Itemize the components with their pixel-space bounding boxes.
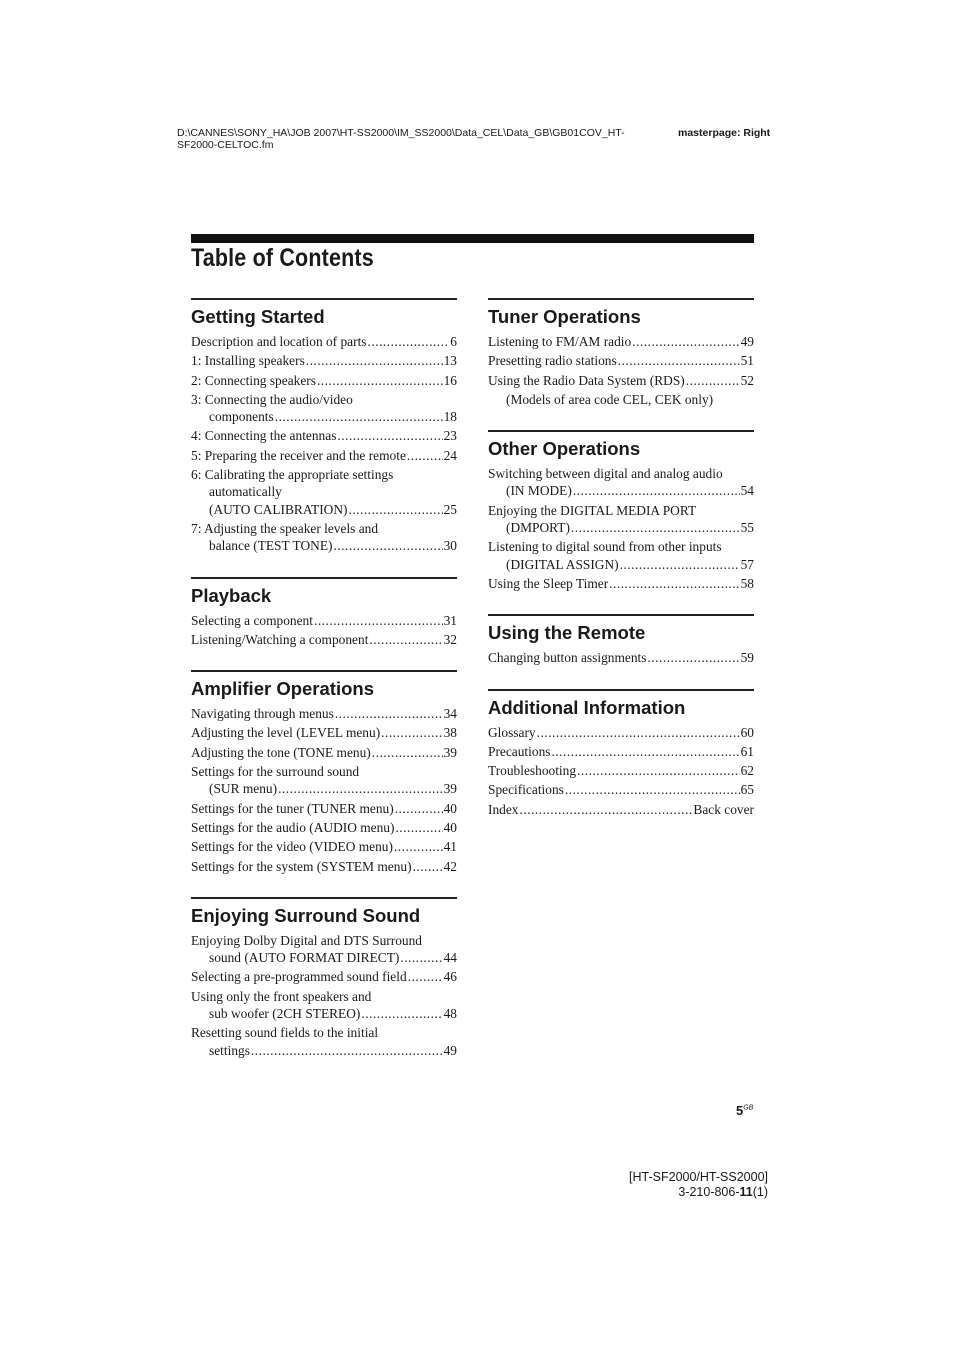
toc-entry-line xyxy=(191,763,457,780)
section-playback xyxy=(191,577,457,649)
toc-entry[interactable] xyxy=(191,968,457,985)
toc-entry-line xyxy=(488,465,754,482)
toc-entry-text: Index xyxy=(488,801,519,817)
toc-page-number: 38 xyxy=(443,725,457,741)
dot-leader xyxy=(620,556,740,573)
toc-entry-text: automatically xyxy=(209,484,282,500)
toc-page-number: 24 xyxy=(443,447,457,463)
toc-entry-text: Enjoying Dolby Digital and DTS Surround xyxy=(191,932,422,948)
toc-entry-text: balance (TEST TONE) xyxy=(209,538,333,554)
dot-leader xyxy=(565,781,740,798)
toc-entry-line xyxy=(191,744,457,761)
toc-entry-line xyxy=(488,762,754,779)
section-title: Other Operations xyxy=(488,438,641,460)
toc-entry-line xyxy=(488,538,754,555)
toc-entry-line xyxy=(191,968,457,985)
toc-page-number: 52 xyxy=(740,372,754,388)
dot-leader xyxy=(408,968,443,985)
toc-page-number: 51 xyxy=(740,353,754,369)
dot-leader xyxy=(609,575,739,592)
toc-entry-line xyxy=(488,801,754,818)
toc-page-number: 18 xyxy=(443,409,457,425)
toc-entry-line xyxy=(488,352,754,369)
toc-entry-line xyxy=(488,743,754,760)
toc-entry[interactable] xyxy=(191,612,457,629)
dot-leader xyxy=(335,705,443,722)
toc-entry-text: Switching between digital and analog audio xyxy=(488,466,723,482)
toc-entry-text: sound (AUTO FORMAT DIRECT) xyxy=(209,950,400,966)
toc-entry[interactable] xyxy=(488,724,754,741)
dot-leader xyxy=(275,408,443,425)
toc-entry-line xyxy=(488,372,754,389)
toc-entry-line xyxy=(191,780,457,797)
toc-entry-line xyxy=(488,482,754,499)
toc-entry-line xyxy=(488,333,754,350)
dot-leader xyxy=(537,724,740,741)
dot-leader xyxy=(407,447,443,464)
dot-leader xyxy=(573,482,740,499)
section-enjoying-surround-sound xyxy=(191,897,457,1059)
toc-entry-line xyxy=(488,502,754,519)
toc-entry-text: Using only the front speakers and xyxy=(191,988,372,1004)
toc-entry[interactable] xyxy=(488,781,754,798)
toc-entry-line xyxy=(191,1042,457,1059)
dot-leader xyxy=(306,352,443,369)
toc-entry[interactable] xyxy=(191,858,457,875)
dot-leader xyxy=(618,352,740,369)
dot-leader xyxy=(395,800,443,817)
toc-entry[interactable] xyxy=(191,466,457,518)
toc-entry[interactable] xyxy=(191,763,457,798)
toc-page-number: 60 xyxy=(740,724,754,740)
page-number xyxy=(736,1103,753,1118)
dot-leader xyxy=(395,819,442,836)
toc-entry-text: Enjoying the DIGITAL MEDIA PORT xyxy=(488,502,697,518)
section-title: Playback xyxy=(191,584,272,606)
toc-page-number: 13 xyxy=(443,353,457,369)
toc-entry[interactable] xyxy=(488,391,754,408)
toc-entry-line xyxy=(191,631,457,648)
toc-entry[interactable] xyxy=(191,631,457,648)
dot-leader xyxy=(413,858,443,875)
toc-page-number: 59 xyxy=(740,650,754,666)
toc-entry-line xyxy=(488,724,754,741)
toc-entry[interactable] xyxy=(488,762,754,779)
toc-page-number: 16 xyxy=(443,372,457,388)
dot-leader xyxy=(337,427,442,444)
toc-entry-text: Listening to digital sound from other inputs xyxy=(488,539,722,555)
toc-page-number: 31 xyxy=(443,612,457,628)
toc-entry[interactable] xyxy=(488,352,754,369)
toc-entry-line xyxy=(191,483,457,500)
section-getting-started xyxy=(191,298,457,555)
toc-page-number: 54 xyxy=(740,483,754,499)
toc-entry-line xyxy=(191,408,457,425)
toc-entry-text: components xyxy=(209,409,274,425)
dot-leader xyxy=(381,724,442,741)
toc-entry-line xyxy=(488,575,754,592)
footer-code xyxy=(629,1185,768,1200)
toc-entry[interactable] xyxy=(191,819,457,836)
toc-entry[interactable] xyxy=(488,372,754,389)
toc-entry-text: Glossary xyxy=(488,724,536,740)
dot-leader xyxy=(368,333,450,350)
toc-entry-line xyxy=(191,537,457,554)
section-title: Getting Started xyxy=(191,306,325,327)
section-using-the-remote xyxy=(488,614,754,666)
dot-leader xyxy=(647,649,739,666)
toc-entry[interactable] xyxy=(191,705,457,722)
toc-entry-text: Settings for the video (VIDEO menu) xyxy=(191,839,393,855)
toc-entry-text: (DIGITAL ASSIGN) xyxy=(506,556,619,572)
toc-entry-text: sub woofer (2CH STEREO) xyxy=(209,1006,361,1022)
dot-leader xyxy=(571,519,740,536)
toc-entry[interactable] xyxy=(191,724,457,741)
toc-entry-line xyxy=(191,372,457,389)
toc-entry-text: Settings for the tuner (TUNER menu) xyxy=(191,800,394,816)
toc-entry-line xyxy=(191,949,457,966)
toc-page-number: 55 xyxy=(740,520,754,536)
section-title: Tuner Operations xyxy=(488,306,641,327)
toc-entry[interactable] xyxy=(488,502,754,537)
section-other-operations xyxy=(488,430,754,592)
toc-entry-text: Settings for the audio (AUDIO menu) xyxy=(191,819,395,835)
toc-entry-text: Using the Radio Data System (RDS) xyxy=(488,372,685,388)
dot-leader xyxy=(394,838,443,855)
page-number-value: 5 xyxy=(736,1103,744,1118)
toc-entry[interactable] xyxy=(488,333,754,350)
file-path-line-1: D:\CANNES\SONY_HA\JOB 2007\HT-SS2000\IM_SS2000\Data_CEL\Data_GB\GB01COV_HT- xyxy=(177,127,625,139)
toc-page-number: 40 xyxy=(443,800,457,816)
toc-entry-line xyxy=(191,427,457,444)
section-additional-information xyxy=(488,689,754,818)
toc-page-number: 62 xyxy=(740,763,754,779)
dot-leader xyxy=(361,1005,442,1022)
toc-page-number: 32 xyxy=(443,631,457,647)
toc-entry[interactable] xyxy=(488,465,754,500)
toc-entry-text: Description and location of parts xyxy=(191,334,367,349)
toc-entry[interactable] xyxy=(191,520,457,555)
toc-entry-text: 2: Connecting speakers xyxy=(191,372,316,388)
section-title: Enjoying Surround Sound xyxy=(191,904,421,926)
page-number-suffix: GB xyxy=(743,1104,754,1112)
section-title: Amplifier Operations xyxy=(191,678,374,700)
toc-entry[interactable] xyxy=(191,800,457,817)
toc-entry-text: settings xyxy=(209,1042,250,1058)
section-title: Additional Information xyxy=(488,696,686,718)
footer-code-prefix: 3-210-806- xyxy=(678,1185,740,1199)
toc-column-right xyxy=(488,298,754,840)
toc-entry[interactable] xyxy=(191,352,457,369)
toc-entry[interactable] xyxy=(191,447,457,464)
toc-entry-text: Settings for the surround sound xyxy=(191,764,360,780)
dot-leader xyxy=(632,333,739,350)
toc-page-number: 49 xyxy=(443,1042,457,1058)
toc-entry-text: (SUR menu) xyxy=(209,781,278,797)
toc-entry-line xyxy=(191,1024,457,1041)
toc-entry-text: Listening to FM/AM radio xyxy=(488,334,632,349)
toc-page-number: 42 xyxy=(443,858,457,874)
toc-page-number: 39 xyxy=(443,781,457,797)
section-title: Using the Remote xyxy=(488,622,646,644)
toc-entry[interactable] xyxy=(191,372,457,389)
toc-entry-text: Troubleshooting xyxy=(488,763,577,779)
dot-leader xyxy=(314,612,443,629)
section-tuner-operations xyxy=(488,298,754,408)
toc-entry[interactable] xyxy=(191,391,457,426)
toc-page-number: 65 xyxy=(740,782,754,798)
toc-entry-line xyxy=(191,724,457,741)
toc-entry-line xyxy=(191,838,457,855)
toc-entry-text: (IN MODE) xyxy=(506,483,572,499)
page-title: Table of Contents xyxy=(191,244,374,272)
toc-entry[interactable] xyxy=(488,649,754,666)
toc-page-number: 48 xyxy=(443,1006,457,1022)
toc-entry-line xyxy=(191,988,457,1005)
dot-leader xyxy=(686,372,740,389)
toc-entry-line xyxy=(488,556,754,573)
footer xyxy=(629,1170,768,1200)
toc-entry-line xyxy=(191,612,457,629)
toc-entry-text: 1: Installing speakers xyxy=(191,353,305,369)
toc-entry[interactable] xyxy=(191,333,457,350)
toc-entry-text: Listening/Watching a component xyxy=(191,631,369,647)
toc-entry-line xyxy=(191,333,457,350)
toc-entry-text: Selecting a pre-programmed sound field xyxy=(191,969,407,985)
toc-entry-text: Selecting a component xyxy=(191,612,313,628)
dot-leader xyxy=(333,537,442,554)
footer-code-suffix: (1) xyxy=(752,1185,768,1199)
toc-entry-text: Settings for the system (SYSTEM menu) xyxy=(191,858,412,874)
toc-entry-text: Presetting radio stations xyxy=(488,353,617,369)
toc-entry-text: Adjusting the level (LEVEL menu) xyxy=(191,725,381,741)
toc-page-number: 40 xyxy=(443,819,457,835)
toc-entry-line xyxy=(191,520,457,537)
toc-entry-line xyxy=(191,1005,457,1022)
toc-entry-line xyxy=(191,391,457,408)
toc-page-number: 57 xyxy=(740,556,754,572)
toc-entry-text: 5: Preparing the receiver and the remote xyxy=(191,447,406,463)
toc-page-number: Back cover xyxy=(693,801,754,817)
dot-leader xyxy=(551,743,739,760)
toc-entry-line xyxy=(191,501,457,518)
toc-entry-text: Precautions xyxy=(488,743,551,759)
toc-entry-line xyxy=(191,447,457,464)
toc-entry[interactable] xyxy=(488,743,754,760)
file-path-line-2: SF2000-CELTOC.fm xyxy=(177,139,274,151)
toc-entry-text: (DMPORT) xyxy=(506,520,570,536)
toc-entry[interactable] xyxy=(191,1024,457,1059)
toc-entry-line xyxy=(488,391,754,408)
toc-entry-line xyxy=(191,352,457,369)
section-amplifier-operations xyxy=(191,670,457,875)
toc-page-number: 25 xyxy=(443,501,457,517)
footer-model: [HT-SF2000/HT-SS2000] xyxy=(629,1170,768,1184)
title-rule xyxy=(191,234,754,243)
file-path-header xyxy=(177,127,657,151)
toc-page-number: 6 xyxy=(450,334,457,349)
toc-entry[interactable] xyxy=(191,988,457,1023)
toc-entry-line xyxy=(488,781,754,798)
toc-page-number: 61 xyxy=(740,743,754,759)
dot-leader xyxy=(348,501,442,518)
toc-page-number: 44 xyxy=(443,950,457,966)
toc-page-number: 39 xyxy=(443,744,457,760)
toc-entry-line xyxy=(488,519,754,536)
toc-page-number: 41 xyxy=(443,839,457,855)
toc-entry-text: Using the Sleep Timer xyxy=(488,575,609,591)
toc-page-number: 46 xyxy=(443,969,457,985)
toc-entry-text: Navigating through menus xyxy=(191,706,334,722)
toc-entry-text: 6: Calibrating the appropriate settings xyxy=(191,467,394,483)
toc-entry-text: Resetting sound fields to the initial xyxy=(191,1025,379,1041)
toc-entry-text: 4: Connecting the antennas xyxy=(191,428,337,444)
dot-leader xyxy=(577,762,740,779)
toc-entry[interactable] xyxy=(488,575,754,592)
masterpage-label: masterpage: Right xyxy=(678,127,771,139)
toc-entry-text: (AUTO CALIBRATION) xyxy=(209,501,348,517)
toc-entry-line xyxy=(191,932,457,949)
toc-page-number: 58 xyxy=(740,575,754,591)
dot-leader xyxy=(372,744,443,761)
dot-leader xyxy=(520,801,693,818)
dot-leader xyxy=(278,780,443,797)
toc-page-number: 49 xyxy=(740,334,754,349)
dot-leader xyxy=(369,631,442,648)
footer-code-bold: 11 xyxy=(739,1185,753,1199)
toc-entry[interactable] xyxy=(191,427,457,444)
toc-entry[interactable] xyxy=(488,538,754,573)
toc-entry-text: 7: Adjusting the speaker levels and xyxy=(191,520,379,536)
toc-entry-text: Adjusting the tone (TONE menu) xyxy=(191,744,371,760)
dot-leader xyxy=(251,1042,443,1059)
toc-page-number: 34 xyxy=(443,706,457,722)
toc-entry-text: Specifications xyxy=(488,782,564,798)
toc-entry-text: (Models of area code CEL, CEK only) xyxy=(506,391,714,407)
toc-entry-line xyxy=(191,800,457,817)
toc-entry-text: 3: Connecting the audio/video xyxy=(191,391,353,407)
toc-entry[interactable] xyxy=(191,932,457,967)
toc-entry-line xyxy=(488,649,754,666)
toc-entry-text: Changing button assignments xyxy=(488,650,647,666)
toc-entry-line xyxy=(191,858,457,875)
toc-entry-line xyxy=(191,819,457,836)
toc-page-number: 30 xyxy=(443,538,457,554)
toc-entry[interactable] xyxy=(191,744,457,761)
toc-entry-line xyxy=(191,705,457,722)
dot-leader xyxy=(317,372,443,389)
toc-entry[interactable] xyxy=(191,838,457,855)
dot-leader xyxy=(400,949,442,966)
toc-column-left xyxy=(191,298,457,1081)
toc-page-number: 23 xyxy=(443,428,457,444)
toc-entry-line xyxy=(191,466,457,483)
toc-entry[interactable] xyxy=(488,801,754,818)
